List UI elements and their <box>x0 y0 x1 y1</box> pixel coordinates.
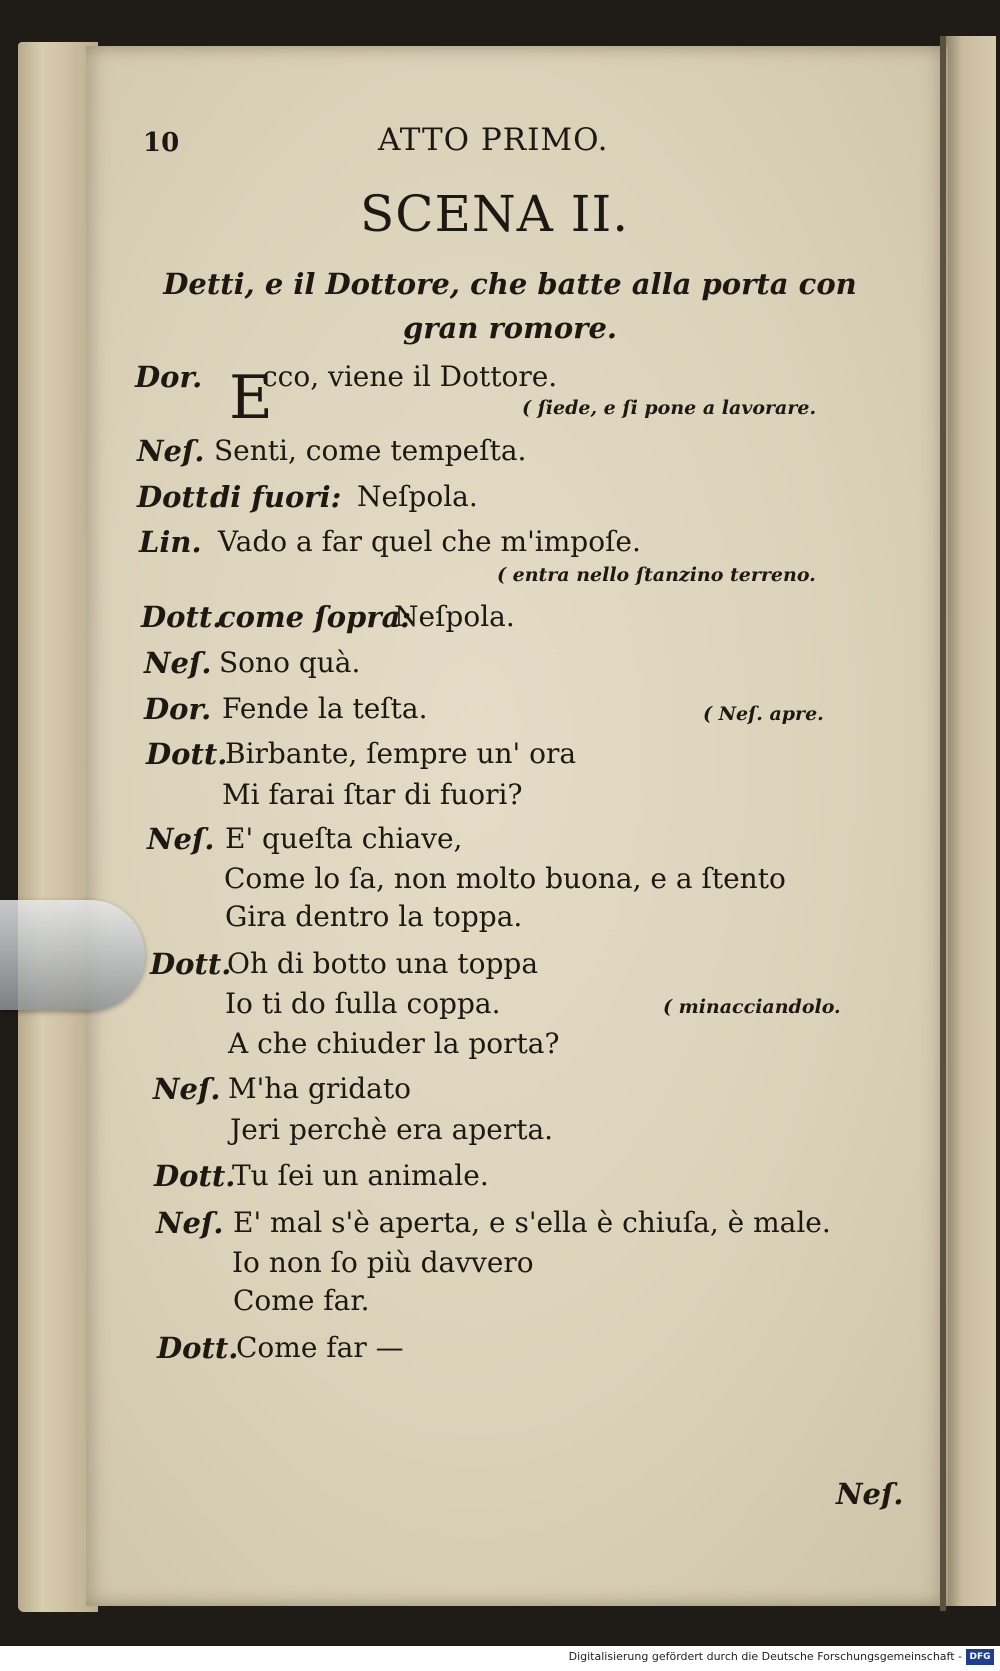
footer-credit: Digitalisierung gefördert durch die Deutsche Forschungsgemeinschaft - <box>568 1650 962 1663</box>
catchword: Neſ. <box>836 1477 904 1511</box>
dialogue-line: Gira dentro la toppa. <box>225 900 523 933</box>
book-edge-right <box>940 36 996 1606</box>
dialogue-line: Sono quà. <box>219 646 361 679</box>
stage-aside: ( ſiede, e ſi pone a lavorare. <box>522 397 817 419</box>
inline-direction: come ſopra: <box>218 600 412 634</box>
speaker-label: Dor. <box>135 360 203 394</box>
dfg-logo: DFG <box>966 1649 994 1665</box>
dialogue-line: Neſpola. <box>357 480 478 513</box>
dialogue-line: Mi farai ſtar di fuori? <box>222 778 523 811</box>
dialogue-line: Neſpola. <box>394 600 515 633</box>
page-number: 10 <box>143 128 180 158</box>
page-clip <box>0 900 145 1010</box>
stage-aside: ( entra nello ſtanzino terreno. <box>497 564 816 586</box>
dialogue-line: M'ha gridato <box>228 1072 411 1105</box>
speaker-label: Dott. <box>154 1159 236 1193</box>
stage-aside: ( minacciandolo. <box>663 996 841 1018</box>
inline-direction: di fuori: <box>210 480 342 514</box>
stage-direction-line-1: Detti, e il Dottore, che batte alla porta con <box>163 267 857 301</box>
dialogue-line: Senti, come tempeſta. <box>214 434 527 467</box>
running-head: ATTO PRIMO. <box>378 122 609 158</box>
dialogue-line: Birbante, ſempre un' ora <box>225 737 577 770</box>
stage-direction <box>150 262 870 350</box>
dialogue-line: Come lo ſa, non molto buona, e a ſtento <box>224 862 786 895</box>
dialogue-line: cco, viene il Dottore. <box>262 360 558 393</box>
dialogue-line: Fende la teſta. <box>222 692 428 725</box>
dialogue-line: Come far — <box>236 1331 404 1364</box>
dialogue-line: Oh di botto una toppa <box>227 947 539 980</box>
speaker-label: Neſ. <box>156 1206 224 1240</box>
dialogue-line: A che chiuder la porta? <box>228 1027 560 1060</box>
scene-title: SCENA II. <box>360 185 630 243</box>
dialogue-line: Tu ſei un animale. <box>232 1159 489 1192</box>
drop-cap: E <box>229 363 273 433</box>
speaker-label: Dor. <box>144 692 212 726</box>
speaker-label: Neſ. <box>137 434 205 468</box>
dialogue-line: Vado a far quel che m'impoſe. <box>218 525 641 558</box>
page-gutter <box>940 36 946 1611</box>
speaker-label: Dott. <box>141 600 223 634</box>
dialogue-line: Come far. <box>233 1284 370 1317</box>
dialogue-line: E' queſta chiave, <box>225 822 463 855</box>
speaker-label: Lin. <box>139 525 202 559</box>
speaker-label: Neſ. <box>147 822 215 856</box>
dialogue-line: Io ti do ſulla coppa. <box>225 987 501 1020</box>
speaker-label: Dott. <box>137 480 219 514</box>
stage-direction-line-2: gran romore. <box>402 311 617 345</box>
speaker-label: Neſ. <box>144 646 212 680</box>
dialogue-line: Jeri perchè era aperta. <box>230 1113 554 1146</box>
speaker-label: Dott. <box>150 947 232 981</box>
stage-aside: ( Neſ. apre. <box>703 703 824 725</box>
dialogue-line: E' mal s'è aperta, e s'ella è chiuſa, è male. <box>233 1206 831 1239</box>
speaker-label: Dott. <box>146 737 228 771</box>
speaker-label: Dott. <box>157 1331 239 1365</box>
dialogue-line: Io non ſo più davvero <box>232 1246 534 1279</box>
speaker-label: Neſ. <box>153 1072 221 1106</box>
